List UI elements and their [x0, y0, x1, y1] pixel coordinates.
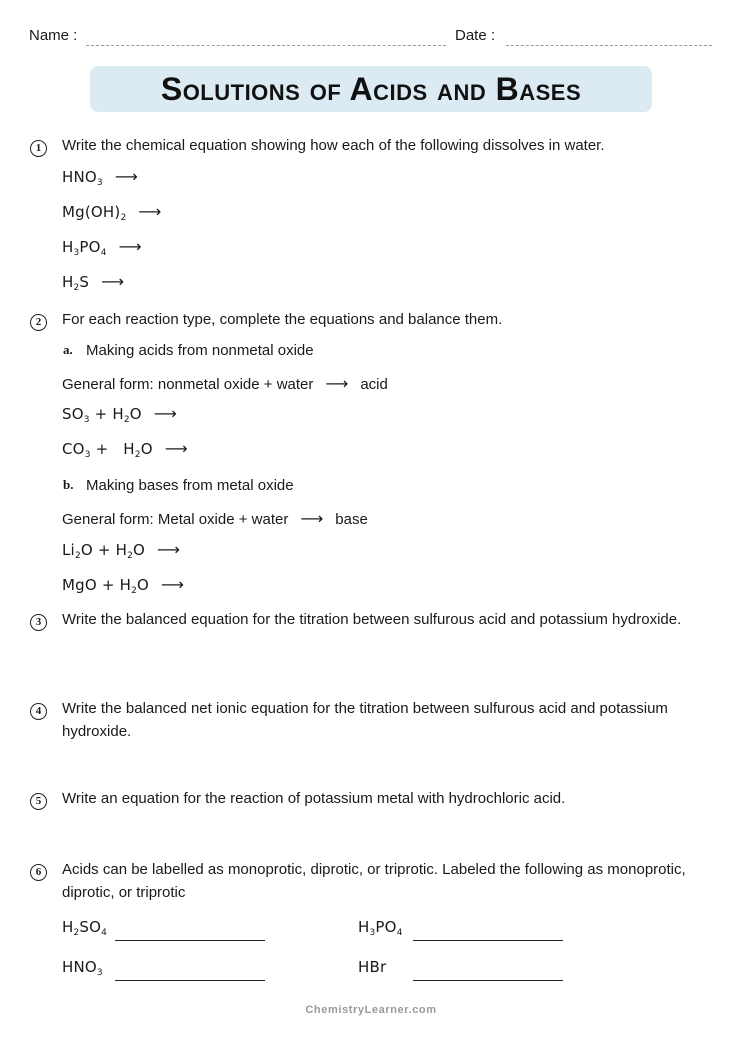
- page-title: Solutions of Acids and Bases: [160, 70, 582, 107]
- q1-formula-mgoh2: $Mg(OH)_2$ ⟶: [62, 202, 162, 223]
- q1-formula-h2s: $H_2S$ ⟶: [62, 272, 125, 293]
- answer-line-h2so4[interactable]: [115, 940, 265, 941]
- q6-acid-h3po4: $H_3PO_4$: [358, 918, 403, 938]
- question-number-1: 1: [30, 140, 47, 157]
- answer-line-h3po4[interactable]: [413, 940, 563, 941]
- name-label: Name :: [29, 27, 78, 44]
- arrow-icon: ⟶: [300, 511, 324, 528]
- arrow-icon: ⟶: [153, 404, 177, 423]
- part-a-equation-co3: $CO_3 + H_2O$ ⟶: [62, 439, 188, 460]
- part-a-general-form: General form: nonmetal oxide + water ⟶ acid: [62, 373, 388, 396]
- part-b-general-form: General form: Metal oxide + water ⟶ base: [62, 508, 368, 531]
- question-2-text: For each reaction type, complete the equations and balance them.: [62, 311, 503, 328]
- question-6-text: Acids can be labelled as monoprotic, diprotic, or triprotic. Labeled the following as monoprotic, diprotic, or triprotic: [62, 861, 686, 901]
- question-5-text: Write an equation for the reaction of potassium metal with hydrochloric acid.: [62, 790, 566, 807]
- q6-acid-h2so4: $H_2SO_4$: [62, 918, 108, 938]
- question-number-6: 6: [30, 864, 47, 881]
- question-number-3: 3: [30, 614, 47, 631]
- arrow-icon: ⟶: [161, 575, 185, 594]
- question-number-2: 2: [30, 314, 47, 331]
- part-b-equation-li2o: $Li_2O + H_2O$ ⟶: [62, 540, 181, 561]
- date-field-line[interactable]: [506, 45, 712, 46]
- answer-line-hno3[interactable]: [115, 980, 265, 981]
- title-banner: [90, 66, 652, 112]
- q6-acid-hno3: $HNO_3$: [62, 958, 103, 978]
- part-b-equation-mgo: MgO + $H_2O$ ⟶: [62, 575, 185, 596]
- part-a-equation-so3: $SO_3 + H_2O$ ⟶: [62, 404, 177, 425]
- part-a-heading: Making acids from nonmetal oxide: [86, 342, 314, 359]
- arrow-icon: ⟶: [101, 272, 125, 291]
- part-b-letter: b.: [63, 477, 74, 492]
- q1-formula-h3po4: $H_3PO_4$ ⟶: [62, 237, 142, 258]
- question-number-4: 4: [30, 703, 47, 720]
- name-field-line[interactable]: [86, 45, 446, 46]
- arrow-icon: ⟶: [157, 540, 181, 559]
- arrow-icon: ⟶: [138, 202, 162, 221]
- q6-acid-hbr: HBr: [358, 958, 387, 976]
- date-label: Date :: [455, 27, 496, 44]
- arrow-icon: ⟶: [114, 167, 138, 186]
- part-b-heading: Making bases from metal oxide: [86, 477, 294, 494]
- footer-watermark: ChemistryLearner.com: [305, 1004, 437, 1016]
- q1-formula-hno3: $HNO_3$ ⟶: [62, 167, 138, 188]
- arrow-icon: ⟶: [164, 439, 188, 458]
- part-a-letter: a.: [63, 342, 73, 357]
- question-4-text: Write the balanced net ionic equation for the titration between sulfurous acid and potassium hydroxide.: [62, 700, 668, 740]
- arrow-icon: ⟶: [325, 376, 349, 393]
- question-number-5: 5: [30, 793, 47, 810]
- question-3-text: Write the balanced equation for the titration between sulfurous acid and potassium hydroxide.: [62, 611, 682, 628]
- question-1-text: Write the chemical equation showing how each of the following dissolves in water.: [62, 137, 605, 154]
- answer-line-hbr[interactable]: [413, 980, 563, 981]
- arrow-icon: ⟶: [118, 237, 142, 256]
